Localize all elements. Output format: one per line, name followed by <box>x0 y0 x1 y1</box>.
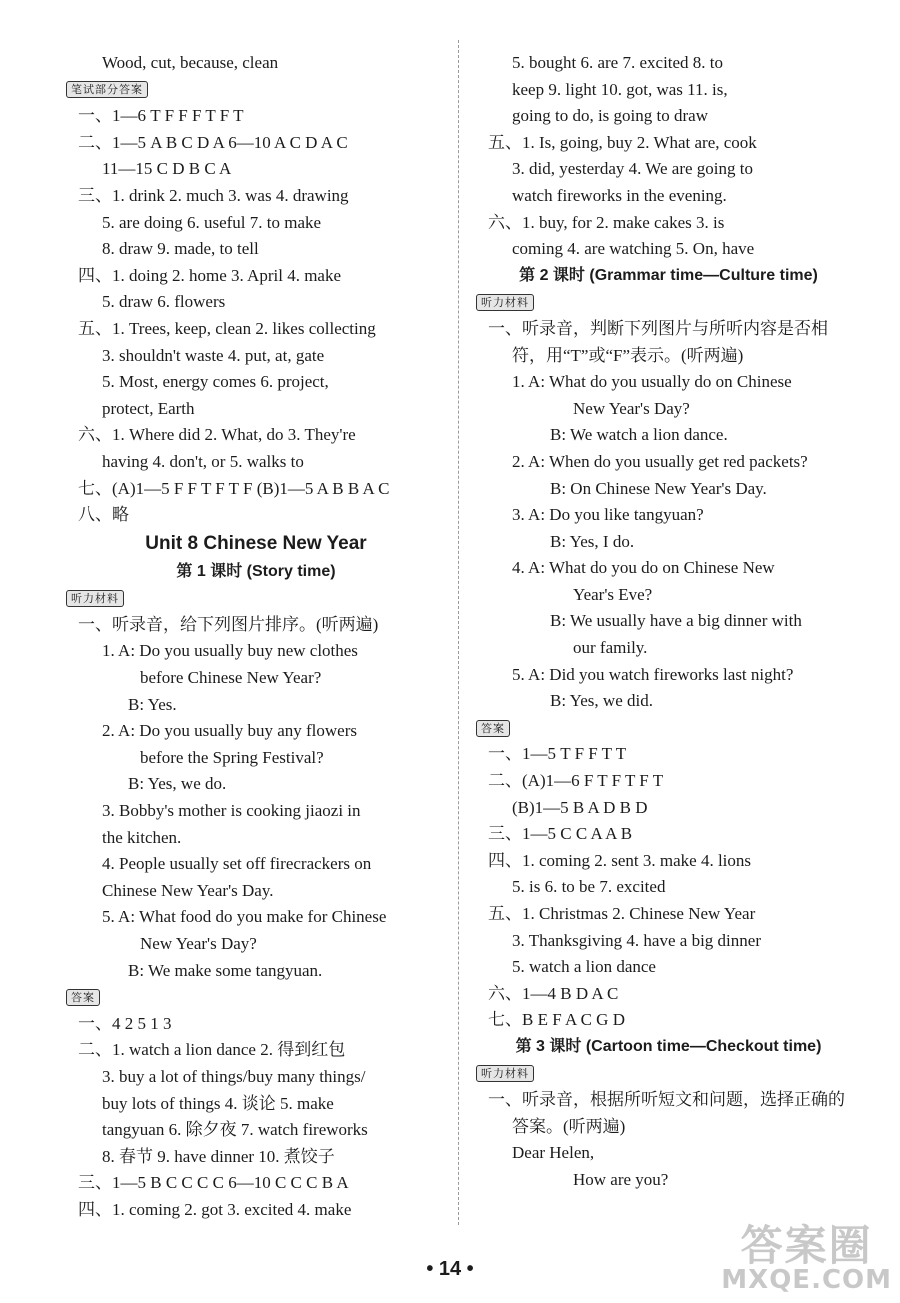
text-line: New Year's Day? <box>573 398 690 418</box>
text-line: 七、(A)1—5 F F T F T F (B)1—5 A B B A C <box>78 478 390 498</box>
watermark-logo <box>721 1221 892 1295</box>
text-line: 5. watch a lion dance <box>512 957 656 977</box>
text-line: 五、1. Christmas 2. Chinese New Year <box>488 904 756 923</box>
text-line: B: We usually have a big dinner with <box>550 611 802 631</box>
text-line: before Chinese New Year? <box>140 668 322 688</box>
text-line: B: Yes, we do. <box>128 774 227 794</box>
text-line: 三、1. drink 2. much 3. was 4. drawing <box>78 185 349 205</box>
text-line: protect, Earth <box>102 398 195 418</box>
text-line: 一、1—5 T F F T T <box>488 744 627 764</box>
text-line: B: Yes. <box>128 694 177 714</box>
text-line: 一、1—6 T F F F T F T <box>78 106 244 126</box>
page-number: • 14 • <box>426 1258 474 1280</box>
text-line: 四、1. doing 2. home 3. April 4. make <box>78 265 342 285</box>
text-line: the kitchen. <box>102 827 182 847</box>
text-line: 5. A: What food do you make for Chinese <box>102 907 387 927</box>
text-line: New Year's Day? <box>140 934 257 953</box>
right-column <box>476 50 861 1194</box>
text-line: 六、1. buy, for 2. make cakes 3. is <box>488 212 725 232</box>
left-column <box>66 50 446 1224</box>
text-line: 3. Thanksgiving 4. have a big dinner <box>512 930 761 950</box>
text-line: watch fireworks in the evening. <box>512 185 727 205</box>
text-line: 二、1. watch a lion dance 2. 得到红包 <box>78 1040 346 1060</box>
section-tag: 答案 <box>476 720 510 737</box>
text-line: 5. draw 6. flowers <box>102 292 226 312</box>
text-line: keep 9. light 10. got, was 11. is, <box>512 79 728 99</box>
text-line: 一、听录音，根据所听短文和问题，选择正确的 <box>488 1090 845 1110</box>
text-line: Dear Helen, <box>512 1143 595 1163</box>
text-line: 5. Most, energy comes 6. project, <box>102 372 329 392</box>
text-line: 四、1. coming 2. sent 3. make 4. lions <box>488 850 752 870</box>
watermark-url: MXQE.COM <box>721 1265 892 1295</box>
section-tag: 听力材料 <box>476 294 534 311</box>
text-line: 2. A: When do you usually get red packets? <box>512 451 808 471</box>
section-tag-row <box>476 715 861 742</box>
text-line: B: On Chinese New Year's Day. <box>550 478 767 498</box>
text-line: 二、1—5 A B C D A 6—10 A C D A C <box>78 132 348 152</box>
text-line: 答案。(听两遍) <box>512 1116 626 1136</box>
text-line: 五、1. Trees, keep, clean 2. likes collecting <box>78 318 376 338</box>
section-tag: 听力材料 <box>476 1065 534 1082</box>
text-line: 四、1. coming 2. got 3. excited 4. make <box>78 1199 352 1219</box>
text-line: 七、B E F A C G D <box>488 1010 625 1030</box>
section-tag-row <box>66 585 446 612</box>
text-line: 5. bought 6. are 7. excited 8. to <box>512 53 724 72</box>
lesson-title: 第 2 课时 (Grammar time—Culture time) <box>519 266 818 284</box>
text-line: 三、1—5 C C A A B <box>488 824 633 844</box>
text-line: 5. are doing 6. useful 7. to make <box>102 212 322 232</box>
section-tag-row <box>66 984 446 1011</box>
text-line: 2. A: Do you usually buy any flowers <box>102 721 357 741</box>
text-line: before the Spring Festival? <box>140 747 324 767</box>
text-line: 一、听录音，判断下列图片与所听内容是否相 <box>488 318 828 338</box>
text-line: our family. <box>573 638 648 658</box>
text-line: 3. buy a lot of things/buy many things/ <box>102 1066 366 1086</box>
text-line: 三、1—5 B C C C C 6—10 C C C B A <box>78 1173 349 1193</box>
text-line: How are you? <box>573 1169 669 1189</box>
text-line: 符，用“T”或“F”表示。(听两遍) <box>512 345 744 365</box>
text-line: 11—15 C D B C A <box>102 159 232 179</box>
section-tag-row <box>476 289 861 316</box>
text-line: 六、1—4 B D A C <box>488 983 619 1003</box>
text-line: B: We make some tangyuan. <box>128 960 323 980</box>
section-tag-row <box>66 77 446 104</box>
text-line: having 4. don't, or 5. walks to <box>102 451 304 471</box>
text-line: 3. A: Do you like tangyuan? <box>512 505 704 525</box>
text-line: B: Yes, I do. <box>550 531 635 551</box>
section-tag-row <box>476 1061 861 1088</box>
text-line: 1. A: Do you usually buy new clothes <box>102 641 358 661</box>
text-line: buy lots of things 4. 谈论 5. make <box>102 1093 334 1113</box>
section-tag: 答案 <box>66 989 100 1006</box>
text-line: 八、略 <box>78 505 129 525</box>
text-line: coming 4. are watching 5. On, have <box>512 239 755 259</box>
text-line: Year's Eve? <box>573 584 653 604</box>
lesson-title: 第 1 课时 (Story time) <box>176 562 336 580</box>
text-line: Wood, cut, because, clean <box>102 53 279 72</box>
text-line: 1. A: What do you usually do on Chinese <box>512 372 792 392</box>
text-line: 8. draw 9. made, to tell <box>102 239 259 259</box>
unit-title: Unit 8 Chinese New Year <box>145 532 367 554</box>
watermark-text: 答案圈 <box>740 1221 873 1270</box>
text-line: tangyuan 6. 除夕夜 7. watch fireworks <box>102 1120 368 1140</box>
section-tag: 听力材料 <box>66 590 124 607</box>
text-line: going to do, is going to draw <box>512 106 708 126</box>
text-line: 4. People usually set off firecrackers on <box>102 854 372 874</box>
text-line: 5. A: Did you watch fireworks last night? <box>512 664 794 684</box>
text-line: 4. A: What do you do on Chinese New <box>512 558 775 578</box>
text-line: B: Yes, we did. <box>550 691 653 711</box>
text-line: 一、听录音，给下列图片排序。(听两遍) <box>78 614 379 634</box>
text-line: 5. is 6. to be 7. excited <box>512 877 666 897</box>
text-line: Chinese New Year's Day. <box>102 880 274 900</box>
column-divider <box>458 40 459 1225</box>
text-line: 3. did, yesterday 4. We are going to <box>512 159 753 179</box>
text-line: 3. Bobby's mother is cooking jiaozi in <box>102 801 361 821</box>
text-line: 8. 春节 9. have dinner 10. 煮饺子 <box>102 1146 335 1166</box>
text-line: 五、1. Is, going, buy 2. What are, cook <box>488 132 757 152</box>
text-line: B: We watch a lion dance. <box>550 425 728 445</box>
text-line: 3. shouldn't waste 4. put, at, gate <box>102 345 325 365</box>
section-tag: 笔试部分答案 <box>66 81 148 98</box>
text-line: 二、(A)1—6 F T F T F T <box>488 771 664 791</box>
text-line: 六、1. Where did 2. What, do 3. They're <box>78 425 356 445</box>
text-line: 一、4 2 5 1 3 <box>78 1013 172 1033</box>
text-line: (B)1—5 B A D B D <box>512 797 648 817</box>
lesson-title: 第 3 课时 (Cartoon time—Checkout time) <box>515 1037 822 1055</box>
